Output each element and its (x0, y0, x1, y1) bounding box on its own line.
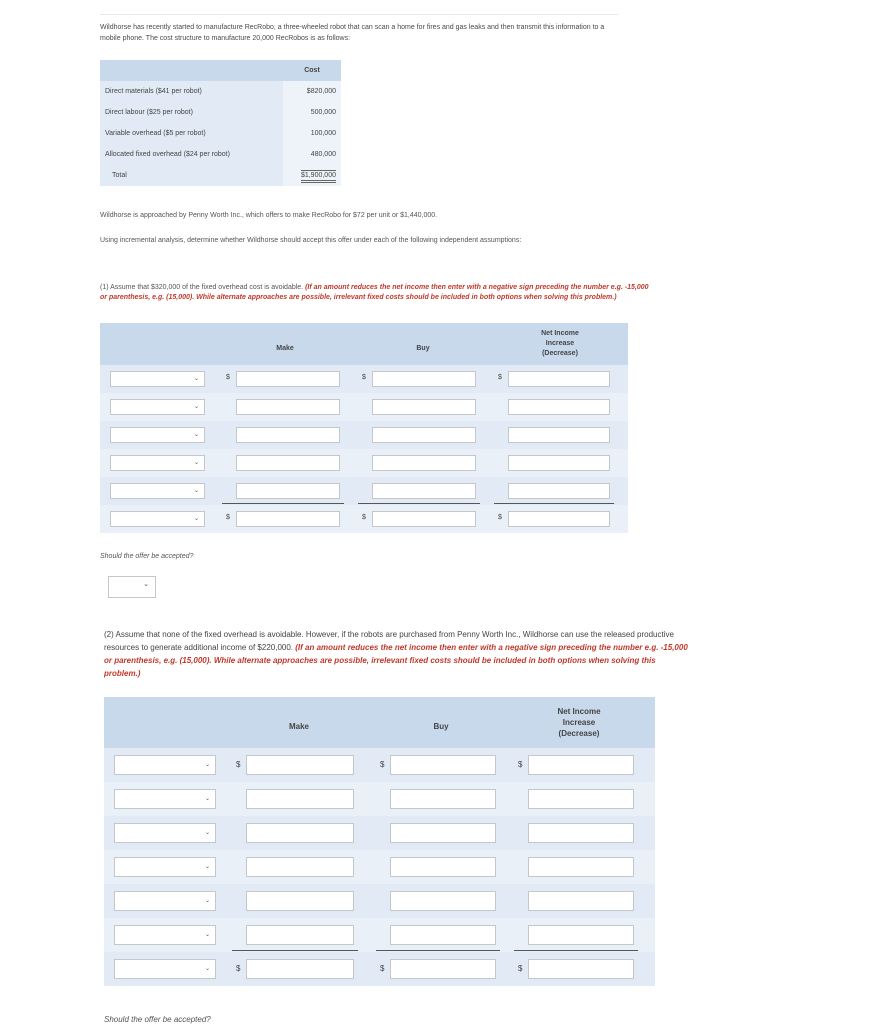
net-income-amount-input[interactable] (528, 823, 634, 843)
table-row (100, 449, 628, 477)
net-income-amount-input[interactable] (508, 455, 610, 471)
accept-question-2: Should the offer be accepted? (104, 1015, 211, 1024)
item-select[interactable] (114, 959, 216, 979)
total-row (100, 505, 628, 533)
question-1-table (100, 323, 628, 533)
chevron-down-icon: ⌄ (204, 864, 210, 871)
table-row (104, 918, 655, 952)
buy-column-header: Buy (433, 722, 449, 731)
net-income-amount-input[interactable] (508, 511, 610, 527)
make-amount-input[interactable] (236, 399, 340, 415)
chevron-down-icon: ⌄ (204, 932, 210, 939)
net-income-amount-input[interactable] (528, 925, 634, 945)
problem-intro: Wildhorse has recently started to manufacture RecRobo, a three-wheeled robot that can scan a home for fires and gas leaks and then transmit this information to a mobile phone. The cost structure to manufacture 20,000 RecRobos is as follows: (100, 24, 605, 42)
net-income-amount-input[interactable] (528, 857, 634, 877)
table-header (100, 323, 628, 365)
buy-amount-input[interactable] (372, 511, 476, 527)
net-income-header-line: Increase (562, 718, 596, 727)
chevron-down-icon: ⌄ (193, 432, 199, 439)
instruction-text: Using incremental analysis, determine whether Wildhorse should accept this offer under each of the following independent assumptions: (100, 237, 522, 244)
cost-row-label: Direct labour ($25 per robot) (100, 102, 283, 123)
cost-row-label: Direct materials ($41 per robot) (100, 81, 283, 102)
net-income-amount-input[interactable] (508, 427, 610, 443)
make-amount-input[interactable] (236, 455, 340, 471)
table-header (104, 697, 655, 748)
item-select[interactable] (110, 399, 205, 415)
chevron-down-icon: ⌄ (204, 796, 210, 803)
cost-row-label: Variable overhead ($5 per robot) (100, 123, 283, 144)
total-row (104, 952, 655, 986)
item-select[interactable] (114, 755, 216, 775)
question-1-text: (1) Assume that $320,000 of the fixed overhead cost is avoidable. (If an amount reduces the net income then enter with a negative sign preceding the number e.g. -15,000 or parenthesis, e.g. (15,000). While alternate approaches are possible, irrelevant fixed costs should be included in both options when solving this problem.) (100, 284, 649, 301)
accept-offer-1-select[interactable] (108, 576, 156, 598)
total-rule (232, 950, 358, 951)
currency-symbol: $ (380, 964, 385, 973)
buy-amount-input[interactable] (390, 925, 496, 945)
buy-amount-input[interactable] (390, 823, 496, 843)
top-divider (100, 14, 618, 15)
buy-amount-input[interactable] (372, 427, 476, 443)
table-row (104, 850, 655, 884)
make-amount-input[interactable] (246, 789, 354, 809)
table-row (100, 421, 628, 449)
net-income-header-line: (Decrease) (558, 729, 600, 738)
net-income-header-line: (Decrease) (542, 350, 578, 357)
cost-total-value: $1,900,000 (283, 165, 341, 186)
total-rule (514, 950, 638, 951)
buy-amount-input[interactable] (372, 483, 476, 499)
make-amount-input[interactable] (246, 823, 354, 843)
currency-symbol: $ (380, 760, 385, 769)
table-row (104, 884, 655, 918)
net-income-amount-input[interactable] (528, 789, 634, 809)
make-amount-input[interactable] (246, 925, 354, 945)
buy-amount-input[interactable] (372, 399, 476, 415)
question-2-text: (2) Assume that none of the fixed overhead is avoidable. However, if the robots are purchased from Penny Worth Inc., Wildhorse can use the released productive resources to generate additional income of $220,000. (If an amount reduces the net income then enter with a negative sign preceding the number e.g. -15,000 or parenthesis, e.g. (15,000). While alternate approaches are possible, irrelevant fixed costs should be included in both options when solving this problem.) (104, 630, 688, 678)
chevron-down-icon: ⌄ (204, 898, 210, 905)
buy-column-header: Buy (416, 344, 430, 352)
buy-amount-input[interactable] (390, 857, 496, 877)
net-income-amount-input[interactable] (528, 959, 634, 979)
item-select[interactable] (114, 925, 216, 945)
currency-symbol: $ (518, 964, 523, 973)
currency-symbol: $ (236, 760, 241, 769)
cost-column-header: Cost (283, 60, 341, 81)
item-select[interactable] (110, 427, 205, 443)
make-column-header: Make (288, 722, 309, 731)
currency-symbol: $ (236, 964, 241, 973)
cost-row-value: $820,000 (283, 81, 341, 102)
table-row (100, 477, 628, 505)
buy-amount-input[interactable] (390, 789, 496, 809)
make-amount-input[interactable] (236, 483, 340, 499)
item-select[interactable] (114, 823, 216, 843)
cost-row-value: 480,000 (283, 144, 341, 165)
net-income-amount-input[interactable] (528, 755, 634, 775)
offer-text: Wildhorse is approached by Penny Worth Inc., which offers to make RecRobo for $72 per unit or $1,440,000. (100, 212, 438, 219)
item-select[interactable] (114, 789, 216, 809)
net-income-header-line: Net Income (557, 707, 601, 716)
item-select[interactable] (110, 371, 205, 387)
question-2-table (104, 697, 655, 987)
buy-amount-input[interactable] (390, 959, 496, 979)
make-amount-input[interactable] (246, 891, 354, 911)
table-row (104, 816, 655, 850)
currency-symbol: $ (362, 514, 366, 521)
buy-amount-input[interactable] (390, 755, 496, 775)
currency-symbol: $ (498, 374, 502, 381)
currency-symbol: $ (226, 514, 230, 521)
net-income-amount-input[interactable] (508, 399, 610, 415)
currency-symbol: $ (498, 514, 502, 521)
chevron-down-icon: ⌄ (204, 966, 210, 973)
chevron-down-icon: ⌄ (193, 460, 199, 467)
total-rule (376, 950, 500, 951)
cost-row-label: Allocated fixed overhead ($24 per robot) (100, 144, 283, 165)
make-amount-input[interactable] (246, 959, 354, 979)
chevron-down-icon: ⌄ (204, 762, 210, 769)
cost-row-value: 500,000 (283, 102, 341, 123)
cost-structure-table (100, 60, 341, 186)
cost-total-label: Total (100, 165, 283, 186)
table-row (104, 782, 655, 816)
total-rule (358, 503, 480, 504)
item-select[interactable] (110, 455, 205, 471)
net-income-amount-input[interactable] (508, 371, 610, 387)
net-income-header-line: Net Income (541, 330, 579, 337)
net-income-column-header (514, 697, 644, 748)
chevron-down-icon: ⌄ (143, 581, 149, 588)
net-income-column-header (495, 323, 625, 365)
chevron-down-icon: ⌄ (193, 404, 199, 411)
item-select[interactable] (110, 511, 205, 527)
cost-row-value: 100,000 (283, 123, 341, 144)
chevron-down-icon: ⌄ (204, 830, 210, 837)
net-income-amount-input[interactable] (528, 891, 634, 911)
item-select[interactable] (114, 857, 216, 877)
accept-question-1: Should the offer be accepted? (100, 553, 194, 560)
currency-symbol: $ (518, 760, 523, 769)
make-column-header: Make (276, 344, 294, 352)
currency-symbol: $ (226, 374, 230, 381)
currency-symbol: $ (362, 374, 366, 381)
table-row (100, 365, 628, 393)
net-income-header-line: Increase (545, 340, 575, 347)
make-amount-input[interactable] (246, 857, 354, 877)
make-amount-input[interactable] (236, 427, 340, 443)
make-amount-input[interactable] (236, 371, 340, 387)
item-select[interactable] (110, 483, 205, 499)
buy-amount-input[interactable] (372, 371, 476, 387)
total-rule (222, 503, 344, 504)
chevron-down-icon: ⌄ (193, 516, 199, 523)
total-rule (494, 503, 614, 504)
buy-amount-input[interactable] (372, 455, 476, 471)
chevron-down-icon: ⌄ (193, 488, 199, 495)
make-amount-input[interactable] (246, 755, 354, 775)
net-income-amount-input[interactable] (508, 483, 610, 499)
chevron-down-icon: ⌄ (193, 376, 199, 383)
table-row (104, 748, 655, 782)
table-row (100, 393, 628, 421)
make-amount-input[interactable] (236, 511, 340, 527)
buy-amount-input[interactable] (390, 891, 496, 911)
item-select[interactable] (114, 891, 216, 911)
